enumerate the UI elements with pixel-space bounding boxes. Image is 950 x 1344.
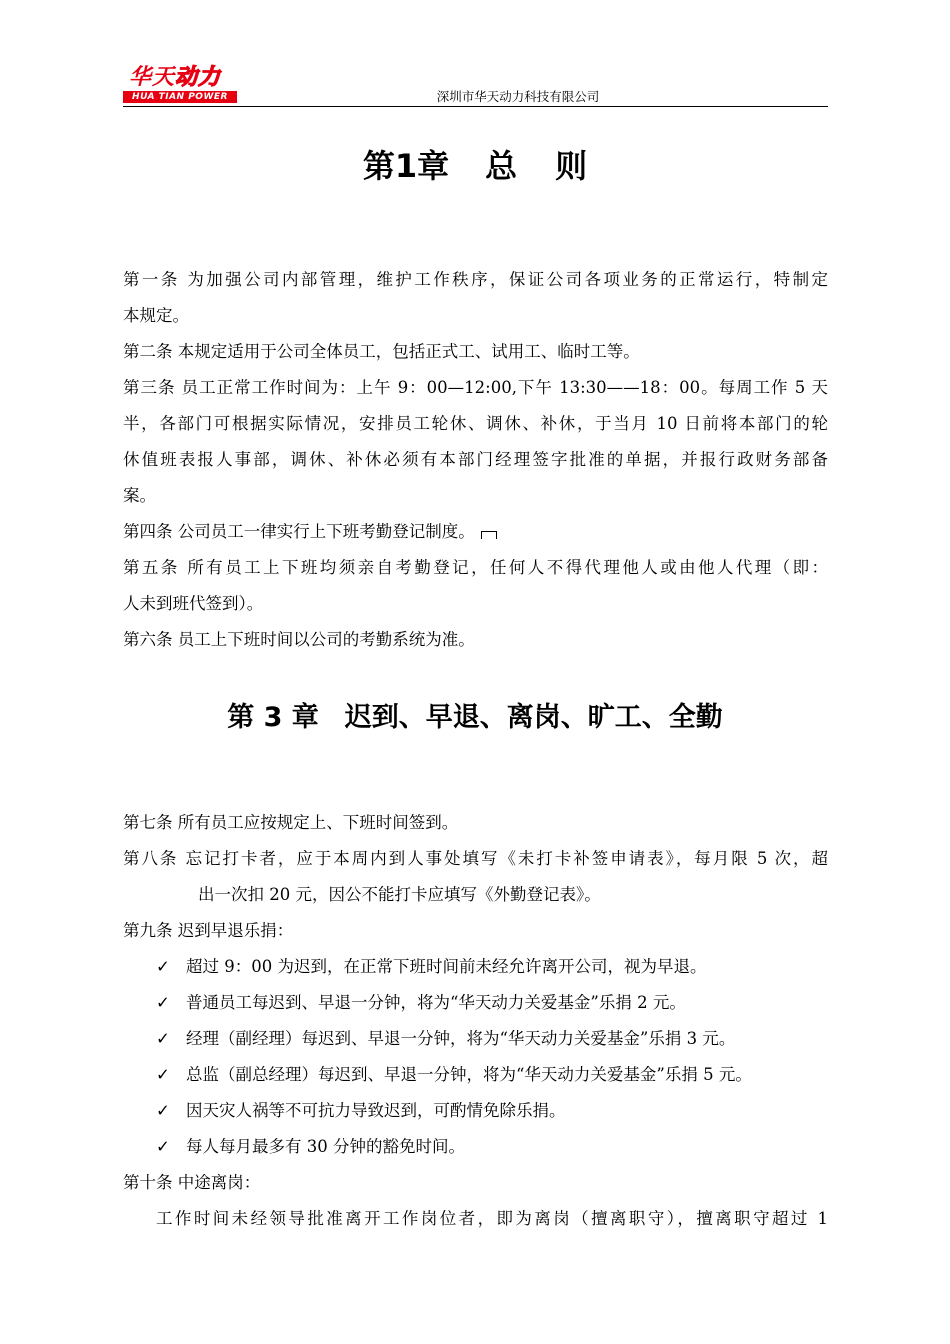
paragraph-line: 第一条 为加强公司内部管理，维护工作秩序，保证公司各项业务的正常运行，特制定: [123, 270, 828, 289]
check-icon: ✓: [156, 1065, 170, 1084]
check-item-text: 超过 9：00 为迟到，在正常下班时间前未经允许离开公司，视为早退。: [186, 957, 707, 976]
chapter-1-number: 第1章: [362, 147, 450, 185]
logo-cn-hollow: 动力: [175, 65, 222, 90]
paragraph-line: 第九条 迟到早退乐捐：: [123, 921, 294, 940]
paragraph-line: 第六条 员工上下班时间以公司的考勤系统为准。: [123, 630, 475, 649]
paragraph-line: 第三条 员工正常工作时间为：上午 9：00—12:00,下午 13:30——18：00。每周工作 5 天: [123, 378, 828, 397]
chapter-1-title-b: 则: [555, 147, 588, 185]
check-list-item: [156, 1063, 752, 1087]
check-icon: ✓: [156, 1029, 170, 1048]
check-icon: ✓: [156, 1101, 170, 1120]
check-list-item: [156, 1099, 566, 1123]
check-item-text: 总监（副总经理）每迟到、早退一分钟，将为“华天动力关爱基金”乐捐 5 元。: [186, 1065, 752, 1084]
check-item-text: 经理（副经理）每迟到、早退一分钟，将为“华天动力关爱基金”乐捐 3 元。: [186, 1029, 736, 1048]
check-item-text: 因天灾人祸等不可抗力导致迟到，可酌情免除乐捐。: [186, 1101, 566, 1120]
logo-chinese-text: [129, 66, 221, 90]
paragraph-line: 第八条 忘记打卡者，应于本周内到人事处填写《未打卡补签申请表》，每月限 5 次，超: [123, 849, 828, 868]
company-name: 深圳市华天动力科技有限公司: [436, 89, 600, 104]
paragraph-text: 第四条 公司员工一律实行上下班考勤登记制度。: [123, 522, 475, 541]
paragraph-line: 人未到班代签到）。: [123, 594, 264, 613]
paragraph-line: 半，各部门可根据实际情况，安排员工轮休、调休、补休，于当月 10 日前将本部门的轮: [123, 414, 828, 433]
paragraph-line: 案。: [123, 486, 156, 505]
company-logo: [123, 66, 241, 106]
paragraph-line-indented: 工作时间未经领导批准离开工作岗位者，即为离岗（擅离职守），擅离职守超过 1: [156, 1209, 828, 1228]
check-item-text: 普通员工每迟到、早退一分钟，将为“华天动力关爱基金”乐捐 2 元。: [186, 993, 686, 1012]
check-icon: ✓: [156, 957, 170, 976]
check-icon: ✓: [156, 993, 170, 1012]
chapter-3-number: 第 3 章: [227, 702, 319, 733]
check-item-text: 每人每月最多有 30 分钟的豁免时间。: [186, 1137, 465, 1156]
logo-english-text: HUA TIAN POWER: [123, 91, 237, 103]
check-list-item: [156, 1027, 735, 1051]
check-list-item: [156, 1135, 465, 1159]
paragraph-line: 本规定。: [123, 306, 189, 325]
header-rule: [123, 106, 828, 107]
chapter-3-title-text: 迟到、早退、离岗、旷工、全勤: [344, 702, 723, 733]
paragraph-line: 第十条 中途离岗：: [123, 1173, 261, 1192]
page-header: [123, 62, 828, 108]
paragraph-line: 第二条 本规定适用于公司全体员工，包括正式工、试用工、临时工等。: [123, 342, 640, 361]
chapter-3-title: [0, 698, 950, 738]
paragraph-line: 第五条 所有员工上下班均须亲自考勤登记，任何人不得代理他人或由他人代理（即：: [123, 558, 828, 577]
edit-mark-icon: [481, 531, 497, 539]
paragraph-line-with-mark: [123, 520, 497, 544]
check-list-item: [156, 991, 686, 1015]
check-icon: ✓: [156, 1137, 170, 1156]
paragraph-line-indented: 出一次扣 20 元，因公不能打卡应填写《外勤登记表》。: [198, 885, 601, 904]
paragraph-line: 休值班表报人事部，调休、补休必须有本部门经理签字批准的单据，并报行政财务部备: [123, 450, 828, 469]
check-list-item: [156, 955, 706, 979]
chapter-1-title: [0, 146, 950, 186]
logo-cn-solid: 华天: [129, 65, 176, 90]
chapter-1-title-a: 总: [485, 147, 518, 185]
paragraph-line: 第七条 所有员工应按规定上、下班时间签到。: [123, 813, 459, 832]
